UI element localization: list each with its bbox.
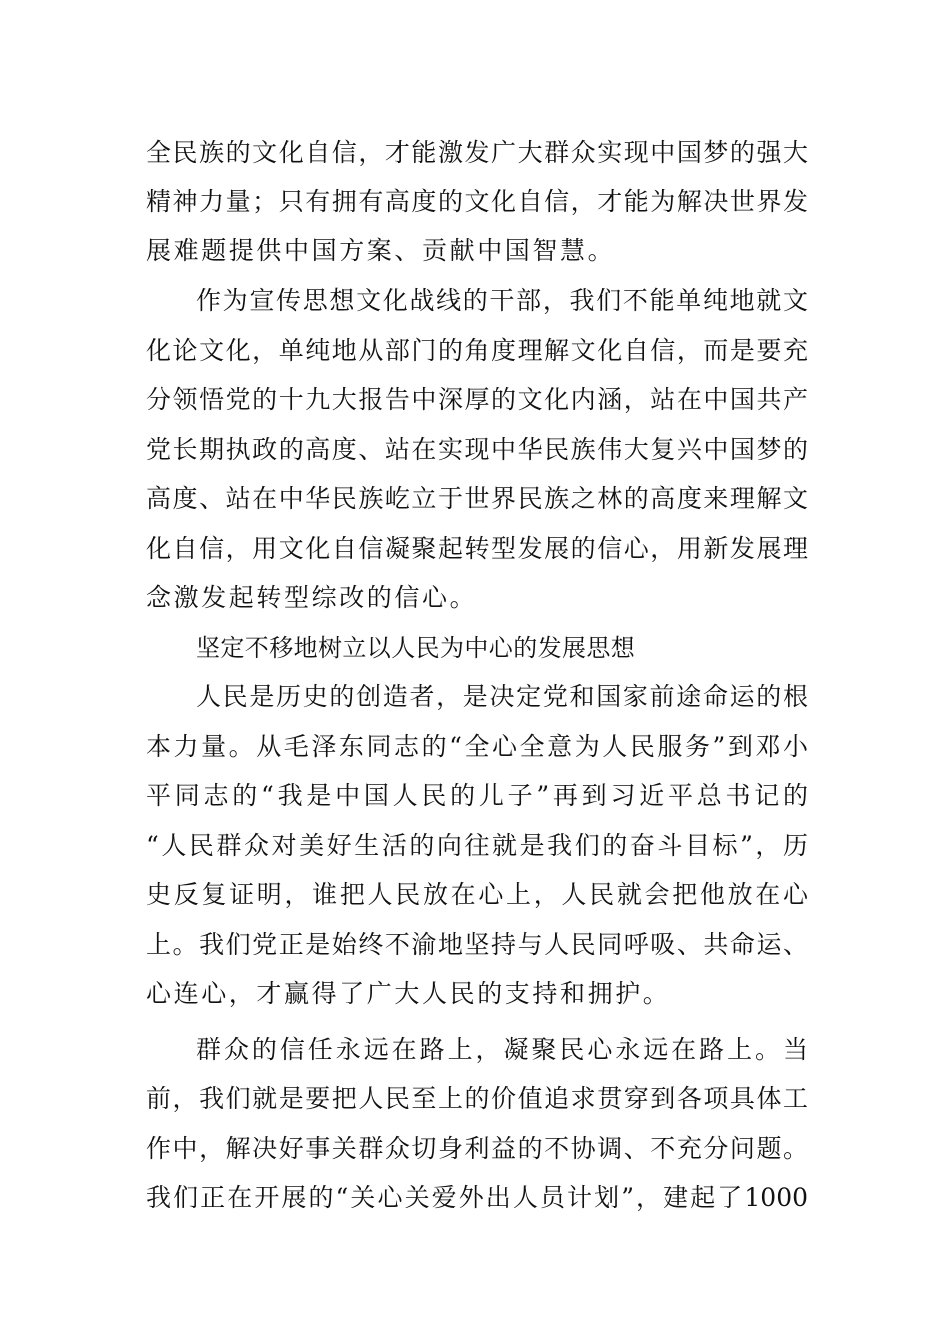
text-line: 前，我们就是要把人民至上的价值追求贯穿到各项具体工 [146,1084,808,1113]
text-line: 高度、站在中华民族屹立于世界民族之林的高度来理解文 [146,484,808,513]
text-line: 念激发起转型综改的信心。 [146,583,478,612]
text-line: 本力量。从毛泽东同志的“全心全意为人民服务”到邓小 [146,732,808,761]
text-line: 分领悟党的十九大报告中深厚的文化内涵，站在中国共产 [146,385,808,414]
text-line: 史反复证明，谁把人民放在心上，人民就会把他放在心 [146,880,808,909]
text-line: 化自信，用文化自信凝聚起转型发展的信心，用新发展理 [146,534,808,563]
text-line: 化论文化，单纯地从部门的角度理解文化自信，而是要充 [146,336,808,365]
section-heading: 坚定不移地树立以人民为中心的发展思想 [196,634,636,662]
text-line: 上。我们党正是始终不渝地坚持与人民同呼吸、共命运、 [146,930,808,959]
text-line: 心连心，才赢得了广大人民的支持和拥护。 [146,979,671,1008]
text-line: 平同志的“我是中国人民的儿子”再到习近平总书记的 [146,781,808,810]
text-line: 展难题提供中国方案、贡献中国智慧。 [146,236,616,265]
text-line: 我们正在开展的“关心关爱外出人员计划”，建起了1000 [146,1183,808,1212]
text-line: 党长期执政的高度、站在实现中华民族伟大复兴中国梦的 [146,435,808,464]
text-line: 精神力量；只有拥有高度的文化自信，才能为解决世界发 [146,187,808,216]
text-line: 人民是历史的创造者，是决定党和国家前途命运的根 [196,682,808,711]
text-line: 全民族的文化自信，才能激发广大群众实现中国梦的强大 [146,138,808,167]
text-line: 作为宣传思想文化战线的干部，我们不能单纯地就文 [196,286,808,315]
text-line: 群众的信任永远在路上，凝聚民心永远在路上。当 [196,1035,808,1064]
text-line: 作中，解决好事关群众切身利益的不协调、不充分问题。 [146,1134,808,1163]
text-line: “人民群众对美好生活的向往就是我们的奋斗目标”，历 [146,831,808,860]
